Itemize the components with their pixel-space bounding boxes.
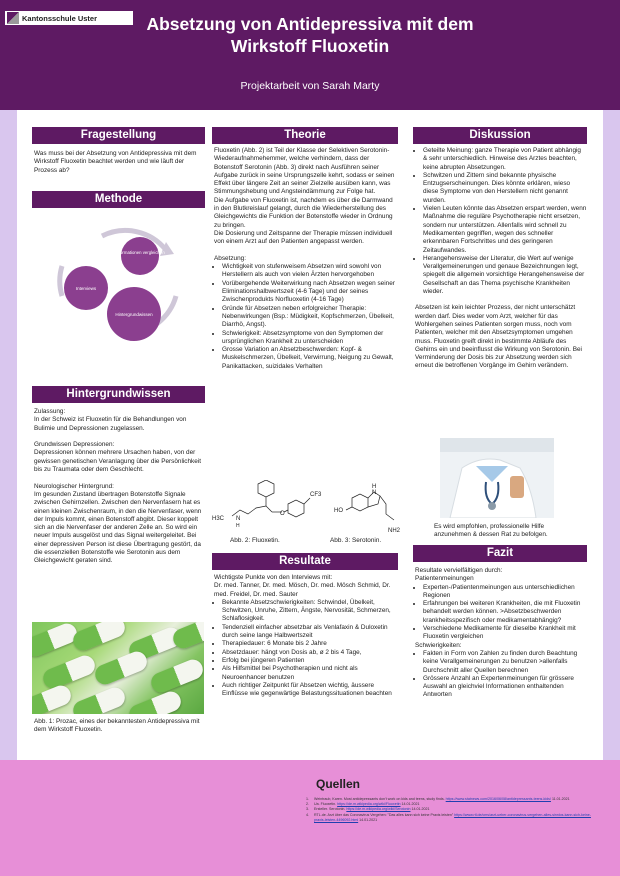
abb3-caption: Abb. 3: Serotonin. xyxy=(330,537,382,544)
reference-list xyxy=(306,797,596,823)
serotonin-ho-label: HO xyxy=(334,508,343,514)
pill-shape xyxy=(148,657,204,696)
reference-number: 1. xyxy=(306,797,309,801)
resultate-intro: Wichtigste Punkte von den Interviews mit: Dr. med. Tanner, Dr. med. Mösch, Dr. med. Mösch Schmid, Dr. med. Freidel, Dr. med. Sauter xyxy=(214,574,391,598)
doctor-illustration xyxy=(440,438,554,518)
hintergrund-text: Zulassung: In der Schweiz ist Fluoxetin für die Behandlungen von Bulimie und Depressionen zugelassen. Grundwissen Depressionen: Depressionen können mehrere Ursachen haben, von der gewissen genetischen Veranlagung über die Persönlichkeit bis zu Traumata oder dem Geschlecht. Neurologischer Hintergrund: Im gesunden Zustand übertragen Botenstoffe Signale zwischen Gehirnzellen. Zwischen den Nervenfasern hat es einen kleinen Zwischenraum, in den die Nervenfaser, wenn der Impuls kommt, einen Botenstoff abgibt. Dieser koppelt sich an die Nervenfaser der anderen Zelle an. So wird ein neuer Impuls ausgelöst und das Signal weitergeleitet. Bei einer depressiven Person ist diese Übertragung gestört, da die essenziellen Botenstoffe wie Serotonin aus dem Gleichgewicht geraten sind. xyxy=(34,408,202,565)
reference-text: Weintraub, Karen. Most antidepressants don't work on kids and teens, study finds. xyxy=(314,797,446,801)
serotonin-nh2-label: NH2 xyxy=(388,528,401,534)
list-item: • Als Hilfsmittel bei Psychotherapien und nicht als Neuroenhancer benutzen xyxy=(222,665,396,682)
fluoxetin-o-label: O xyxy=(280,511,285,517)
reference-link[interactable]: https://de.m.wikipedia.org/wiki/Serotonin xyxy=(346,807,411,812)
prozac-pills-image xyxy=(32,622,204,714)
list-item: • Erfolg bei jüngeren Patienten xyxy=(222,657,396,665)
reference-text: Ua. Fluoxetin. xyxy=(314,802,338,807)
reference-date: 14.01.2021 xyxy=(358,817,378,822)
list-item: • Bekannte Absetzschwierigkeiten: Schwindel, Übelkeit, Schwitzen, Unruhe, Zittern, Ängste, Nervosität, Schmerzen, Schlaflosigkeit. xyxy=(222,599,396,624)
list-item: • Fakten in Form von Zahlen zu finden durch Beachtung keine Verallgemeinerungen zu benutzen >allenfalls Durchschnitt aller Quellen berechnen xyxy=(423,650,587,675)
serotonin-structure xyxy=(334,480,404,540)
fazit-heading: Fazit xyxy=(413,545,587,562)
fazit-bullets-1 xyxy=(415,584,587,642)
reference-date: 14.01.2021 xyxy=(410,807,430,812)
theorie-bullets xyxy=(214,263,396,371)
fluoxetin-n-label: N xyxy=(236,516,241,522)
fluoxetin-ring-right xyxy=(288,500,304,517)
list-item: • Grössere Anzahl an Expertenmeinungen für grössere Auswahl an gleichviel Informationen enthaltenden Antworten xyxy=(423,675,587,700)
reference-text: Ersteller. Serotonin. xyxy=(314,807,347,812)
school-logo xyxy=(5,11,133,25)
cycle-arrow-left xyxy=(60,266,62,296)
list-item: • Wichtigkeit von stufenweisem Absetzen wird sowohl von Herstellern als auch von vielen Ärzten hervorgehoben xyxy=(222,263,396,280)
list-item: • Experten-/Patientenmeinungen aus unterschiedlichen Regionen xyxy=(423,584,587,601)
reference-date: 11.01.2021 xyxy=(550,797,570,801)
diskussion-text xyxy=(415,147,587,371)
list-item: • Schwierigkeit: Absetzsymptome von den Symptomen der ursprünglichen Krankheit zu unterscheiden xyxy=(222,330,396,347)
serotonin-n-label: N xyxy=(372,490,377,496)
school-name: Kantonsschule Uster xyxy=(22,13,98,23)
fragestellung-text: Was muss bei der Absetzung von Antidepressiva mit dem Wirkstoff Fluoxetin beachtet werden und wie läuft der Prozess ab? xyxy=(34,150,197,174)
resultate-text xyxy=(214,574,396,698)
reference-link[interactable]: https://de.m.wikipedia.org/wiki/Fluoxetin xyxy=(337,802,401,807)
diskussion-bullets xyxy=(415,147,587,296)
list-item: • Geteilte Meinung: ganze Therapie von Patient abhängig & sehr unterschiedlich. Hinweise des Arztes beachten, keine abrupten Absetzungen. xyxy=(423,147,587,172)
pill-shape xyxy=(40,653,98,692)
list-item: • Gründe für Absetzen neben erfolgreicher Therapie: Nebenwirkungen (Bsp.: Müdigkeit, Kopfschmerzen, Übelkeit, Diarrhö, Angst). xyxy=(222,305,396,330)
cycle-node-vergleichen xyxy=(121,237,159,275)
list-item: • Herangehensweise der Literatur, die Wert auf wenige Verallgemeinerungen und genaue Bezeichnungen legt, spiegelt die allgemein vorsichtige Herangehensweise der Gesellschaft an das Thema psychische Krankheiten wieder. xyxy=(423,255,587,296)
poster-header xyxy=(0,0,620,110)
list-item: • Auch richtiger Zeitpunkt für Absetzen wichtig, äussere Einflüsse wie gegenwärtige Belastungssituationen beachten xyxy=(222,682,396,699)
fluoxetin-h-label: H xyxy=(236,523,240,529)
school-logo-icon xyxy=(7,12,19,24)
poster-title: Absetzung von Antidepressiva mit dem Wirkstoff Fluoxetin xyxy=(146,14,474,56)
serotonin-ring-benzene xyxy=(352,494,368,511)
fragestellung-heading: Fragestellung xyxy=(32,127,205,144)
abb1-caption: Abb. 1: Prozac, eines der bekanntesten Antidepressiva mit dem Wirkstoff Fluoxetin. xyxy=(34,718,200,733)
fazit-bullets-2 xyxy=(415,650,587,700)
pill-shape xyxy=(92,649,150,688)
right-side-strip xyxy=(603,110,620,760)
poster-subtitle: Projektarbeit von Sarah Marty xyxy=(240,80,380,92)
pill-shape xyxy=(70,685,128,714)
methode-heading: Methode xyxy=(32,191,205,208)
pill-shape xyxy=(170,622,204,651)
quellen-heading: Quellen xyxy=(316,777,361,791)
reference-number: 2. xyxy=(306,802,309,807)
theorie-paragraph: Fluoxetin (Abb. 2) ist Teil der Klasse der Selektiven Serotonin-Wiederaufnahmehemmer, welche verhindern, dass der Botenstoff Serotonin (Abb. 3) direkt nach Ausführen seiner Aufgabe zurück in seine Ursprungszelle kehrt, sodass er seinen Effekt über längere Zeit an seiner Zielzelle ausüben kann, was Stimmungshebung und Angsteindämmung zur Folge hat. Die Aufgabe von Fluoxetin ist, nachdem es über die Darmwand in den Blutkreislauf gelangt, durch die Wiederherstellung des Gleichgewichts die Funktion der Botenstoffe wieder in Ordnung zu bringen. Die Dosierung und Zeitspanne der Therapie müssen individuell von einem Arzt auf den Patienten angepasst werden. Absetzung: xyxy=(214,147,395,262)
reference-number: 3. xyxy=(306,807,309,812)
cycle-node-vergleichen-label: Informationen vergleichen xyxy=(115,250,165,255)
list-item: • Erfahrungen bei weiteren Krankheiten, die mit Fluoxetin behandelt werden können. >Absetzbeschwerden krankheitsspezifisch oder medikamentabhängig? xyxy=(423,600,587,625)
doctor-image xyxy=(440,438,554,518)
fluoxetin-cf3-label: CF3 xyxy=(310,492,322,498)
theorie-text xyxy=(214,147,396,371)
pill-shape xyxy=(70,622,128,653)
pill-shape xyxy=(126,689,184,714)
reference-date: 14.01.2021 xyxy=(400,802,420,807)
list-item: • Tendenziell einfacher absetzbar als Venlafaxin & Duloxetin durch seine lange Halbwertszeit xyxy=(222,624,396,641)
methode-cycle-diagram xyxy=(48,214,188,344)
abb2-caption: Abb. 2: Fluoxetin. xyxy=(230,537,280,544)
reference-text: RTL.de. Arzt über das Coronavirus Vergehen: "Das alles kann sich keine Praxis leisten" xyxy=(314,812,455,817)
resultate-bullets xyxy=(214,599,396,699)
left-side-strip xyxy=(0,110,17,760)
list-item: • Vielen Leuten könnte das Absetzen erspart werden, wenn Maßnahme die reguläre Psychotherapie nicht ersetzen, sondern nur unterstützen. Allenfalls wird schnell zu Medikamenten gegriffen, wegen des schneller erkennbaren Fortschrittes und des geringeren Zeitaufwandes. xyxy=(423,205,587,255)
reference-item xyxy=(306,813,596,823)
doctor-caption: Es wird empfohlen, professionelle Hilfe anzunehmen & dessen Rat zu befolgen. xyxy=(434,523,548,538)
fazit-intro: Resultate vervielfältigen durch: Patientenmeinungen xyxy=(415,567,503,583)
fluoxetin-h3c-label: H3C xyxy=(212,516,225,522)
cycle-node-interviews-label: Interviews xyxy=(75,286,97,291)
list-item: • Schwitzen und Zittern sind bekannte physische Entzugserscheinungen. Dies könnte erklären, wieso diese Symptome von den Herstellern nicht genannt wurden. xyxy=(423,172,587,205)
resultate-heading: Resultate xyxy=(212,553,398,570)
list-item: • Vorübergehende Weiterwirkung nach Absetzen wegen seiner Eliminationshalbwertszeit (4-6 Tage) und der seines Zwischenprodukts Norfluoxetin (4-16 Tage) xyxy=(222,280,396,305)
diskussion-heading: Diskussion xyxy=(413,127,587,144)
list-item: • Grosse Variation an Absetzbeschwerden: Kopf- & Muskelschmerzen, Übelkeit, Verwirrung, Neigung zu Gewalt, Panikattacken, suizidales Verhalten xyxy=(222,346,396,371)
serotonin-h-label: H xyxy=(372,484,377,490)
list-item: • Absetzdauer: hängt von Dosis ab, ø 2 bis 4 Tage, xyxy=(222,649,396,657)
fazit-difficulties-label: Schwierigkeiten: xyxy=(415,641,462,649)
reference-link[interactable]: https://www.rtl.de/cms/arzt-ueber-coronavirus-vergehen-alles-sinnlos-kann-sich-keine-praxis-leisten-4496092.html xyxy=(314,812,591,822)
reference-number: 4. xyxy=(306,812,309,817)
hintergrund-heading: Hintergrundwissen xyxy=(32,386,205,403)
diskussion-paragraph: Absetzen ist kein leichter Prozess, der nicht unterschätzt werden darf. Dies weder vom Arzt, welcher für das Wohlergehen seines Patienten sorgen muss, noch vom Patienten, welcher mit den Absetzsymptomen umgehen muss. Fluoxetin greift direkt in bestimmte Abläufe des Gehirns ein und beeinflusst die Wirkung von Serotonin. Bei Verminderung der Dosis bis zur Absetzung werden sich erneut die betroffenen Vorgänge im Gehirn verändern. xyxy=(415,304,582,370)
fluoxetin-ring-top xyxy=(258,480,274,497)
theorie-heading: Theorie xyxy=(212,127,398,144)
list-item: • Therapiedauer: 6 Monate bis 2 Jahre xyxy=(222,640,396,648)
fluoxetin-structure xyxy=(212,480,334,540)
pill-shape xyxy=(32,683,74,714)
reference-link[interactable]: https://www.statnews.com/2016/06/08/antidepressants-teens-kids/ xyxy=(445,797,551,801)
fazit-text xyxy=(415,567,587,700)
cycle-node-hintergrund-label: Hintergrundwissen xyxy=(115,312,153,317)
list-item: • Verschiedene Medikamente für dieselbe Krankheit mit Fluoxetin vergleichen xyxy=(423,625,587,642)
